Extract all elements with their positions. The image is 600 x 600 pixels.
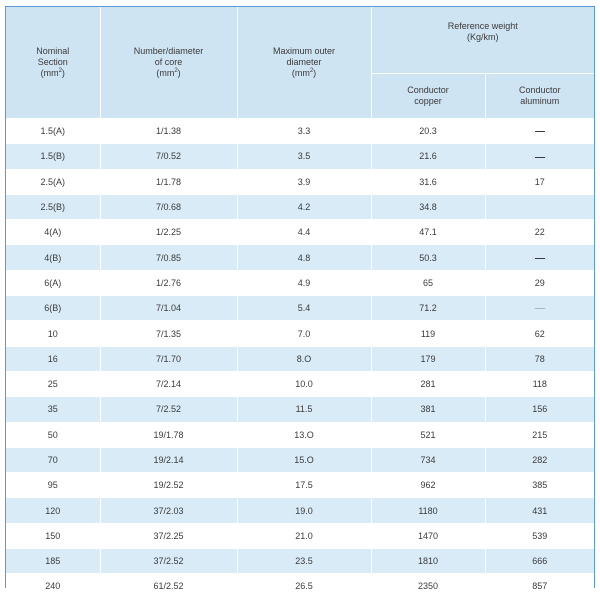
cell-aluminum-weight: 78 xyxy=(485,346,594,371)
header-reference-weight: Reference weight (Kg/km) xyxy=(371,7,594,74)
cell-copper-weight: 1470 xyxy=(371,523,485,548)
cell-nominal-section: 4(A) xyxy=(6,220,100,245)
table-row xyxy=(6,498,594,523)
cell-aluminum-weight xyxy=(485,119,594,144)
cell-nominal-section: 185 xyxy=(6,549,100,574)
cell-core: 19/2.52 xyxy=(100,473,237,498)
table-row xyxy=(6,574,594,599)
cell-max-outer: 10.0 xyxy=(237,371,371,396)
cell-aluminum-weight xyxy=(485,296,594,321)
cell-core: 37/2.25 xyxy=(100,523,237,548)
cell-aluminum-weight xyxy=(485,194,594,219)
cell-max-outer: 15.O xyxy=(237,447,371,472)
table-row xyxy=(6,447,594,472)
table-row xyxy=(6,194,594,219)
table-row xyxy=(6,119,594,144)
dash-mark xyxy=(535,258,545,259)
header-nominal-section: Nominal Section $(mm^2)$ xyxy=(6,7,100,119)
cell-aluminum-weight: 62 xyxy=(485,321,594,346)
dash-mark xyxy=(535,157,545,158)
cable-spec-table xyxy=(6,7,594,600)
cell-max-outer: 21.0 xyxy=(237,523,371,548)
cell-aluminum-weight: 156 xyxy=(485,397,594,422)
cell-aluminum-weight: 22 xyxy=(485,220,594,245)
cell-core: 7/0.52 xyxy=(100,144,237,169)
dash-mark xyxy=(535,131,545,132)
cell-nominal-section: 70 xyxy=(6,447,100,472)
cell-aluminum-weight: 666 xyxy=(485,549,594,574)
cell-core: 7/1.35 xyxy=(100,321,237,346)
table-row xyxy=(6,397,594,422)
header-conductor-aluminum: Conductor aluminum xyxy=(485,74,594,119)
cell-copper-weight: 2350 xyxy=(371,574,485,599)
cell-nominal-section: 35 xyxy=(6,397,100,422)
table-header xyxy=(6,7,594,119)
cell-max-outer: 7.0 xyxy=(237,321,371,346)
cell-copper-weight: 20.3 xyxy=(371,119,485,144)
cell-nominal-section: 6(B) xyxy=(6,296,100,321)
cell-aluminum-weight xyxy=(485,144,594,169)
cell-copper-weight: 31.6 xyxy=(371,169,485,194)
cell-core: 1/1.78 xyxy=(100,169,237,194)
cell-core: 1/1.38 xyxy=(100,119,237,144)
cell-copper-weight: 281 xyxy=(371,371,485,396)
cell-core: 19/2.14 xyxy=(100,447,237,472)
cell-core: 7/0.68 xyxy=(100,194,237,219)
cell-aluminum-weight: 539 xyxy=(485,523,594,548)
cell-core: 7/2.52 xyxy=(100,397,237,422)
cell-core: 61/2.52 xyxy=(100,574,237,599)
cell-nominal-section: 16 xyxy=(6,346,100,371)
cell-core: 37/2.03 xyxy=(100,498,237,523)
cell-aluminum-weight xyxy=(485,245,594,270)
cell-copper-weight: 21.6 xyxy=(371,144,485,169)
table-row xyxy=(6,220,594,245)
cell-aluminum-weight: 282 xyxy=(485,447,594,472)
cell-core: 7/0.85 xyxy=(100,245,237,270)
cell-nominal-section: 120 xyxy=(6,498,100,523)
cell-max-outer: 3.5 xyxy=(237,144,371,169)
cell-copper-weight: 71.2 xyxy=(371,296,485,321)
cell-max-outer: 11.5 xyxy=(237,397,371,422)
cell-nominal-section: 2.5(B) xyxy=(6,194,100,219)
cell-copper-weight: 1180 xyxy=(371,498,485,523)
cell-copper-weight: 34.8 xyxy=(371,194,485,219)
table-row xyxy=(6,321,594,346)
header-max-outer-diameter: Maximum outer diameter $(mm^2)$ xyxy=(237,7,371,119)
cell-max-outer: 13.O xyxy=(237,422,371,447)
header-conductor-copper: Conductor copper xyxy=(371,74,485,119)
cell-copper-weight: 119 xyxy=(371,321,485,346)
cell-max-outer: 4.9 xyxy=(237,270,371,295)
cell-nominal-section: 50 xyxy=(6,422,100,447)
cell-copper-weight: 962 xyxy=(371,473,485,498)
cell-aluminum-weight: 215 xyxy=(485,422,594,447)
cell-nominal-section: 2.5(A) xyxy=(6,169,100,194)
table-row xyxy=(6,270,594,295)
table-row xyxy=(6,549,594,574)
table-row xyxy=(6,473,594,498)
cell-max-outer: 5.4 xyxy=(237,296,371,321)
cell-copper-weight: 65 xyxy=(371,270,485,295)
table-row xyxy=(6,346,594,371)
cell-copper-weight: 47.1 xyxy=(371,220,485,245)
cell-copper-weight: 734 xyxy=(371,447,485,472)
cell-max-outer: 17.5 xyxy=(237,473,371,498)
cell-max-outer: 3.3 xyxy=(237,119,371,144)
table-row xyxy=(6,422,594,447)
cell-nominal-section: 240 xyxy=(6,574,100,599)
cell-aluminum-weight: 29 xyxy=(485,270,594,295)
cell-max-outer: 8.O xyxy=(237,346,371,371)
cell-max-outer: 4.2 xyxy=(237,194,371,219)
cell-max-outer: 19.0 xyxy=(237,498,371,523)
cell-aluminum-weight: 118 xyxy=(485,371,594,396)
cell-nominal-section: 1.5(A) xyxy=(6,119,100,144)
cell-core: 7/2.14 xyxy=(100,371,237,396)
cell-nominal-section: 95 xyxy=(6,473,100,498)
table-frame xyxy=(5,6,595,592)
cell-core: 1/2.25 xyxy=(100,220,237,245)
cell-aluminum-weight: 857 xyxy=(485,574,594,599)
cell-core: 7/1.04 xyxy=(100,296,237,321)
cell-max-outer: 23.5 xyxy=(237,549,371,574)
table-body xyxy=(6,119,594,600)
dash-mark xyxy=(535,308,545,309)
table-row xyxy=(6,245,594,270)
cell-copper-weight: 1810 xyxy=(371,549,485,574)
cell-aluminum-weight: 17 xyxy=(485,169,594,194)
cell-nominal-section: 1.5(B) xyxy=(6,144,100,169)
cell-core: 1/2.76 xyxy=(100,270,237,295)
cell-max-outer: 3.9 xyxy=(237,169,371,194)
cell-nominal-section: 25 xyxy=(6,371,100,396)
table-row xyxy=(6,144,594,169)
cell-nominal-section: 150 xyxy=(6,523,100,548)
table-row xyxy=(6,523,594,548)
cell-nominal-section: 4(B) xyxy=(6,245,100,270)
cell-copper-weight: 521 xyxy=(371,422,485,447)
cell-max-outer: 4.4 xyxy=(237,220,371,245)
header-number-diameter: Number/diameter of core $(mm^2)$ xyxy=(100,7,237,119)
cell-max-outer: 26.5 xyxy=(237,574,371,599)
cell-copper-weight: 381 xyxy=(371,397,485,422)
table-row xyxy=(6,296,594,321)
cell-core: 19/1.78 xyxy=(100,422,237,447)
cell-copper-weight: 179 xyxy=(371,346,485,371)
cell-aluminum-weight: 385 xyxy=(485,473,594,498)
cell-core: 7/1.70 xyxy=(100,346,237,371)
cell-nominal-section: 6(A) xyxy=(6,270,100,295)
table-row xyxy=(6,169,594,194)
cell-core: 37/2.52 xyxy=(100,549,237,574)
cell-aluminum-weight: 431 xyxy=(485,498,594,523)
cell-copper-weight: 50.3 xyxy=(371,245,485,270)
cell-nominal-section: 10 xyxy=(6,321,100,346)
table-row xyxy=(6,371,594,396)
cell-max-outer: 4.8 xyxy=(237,245,371,270)
